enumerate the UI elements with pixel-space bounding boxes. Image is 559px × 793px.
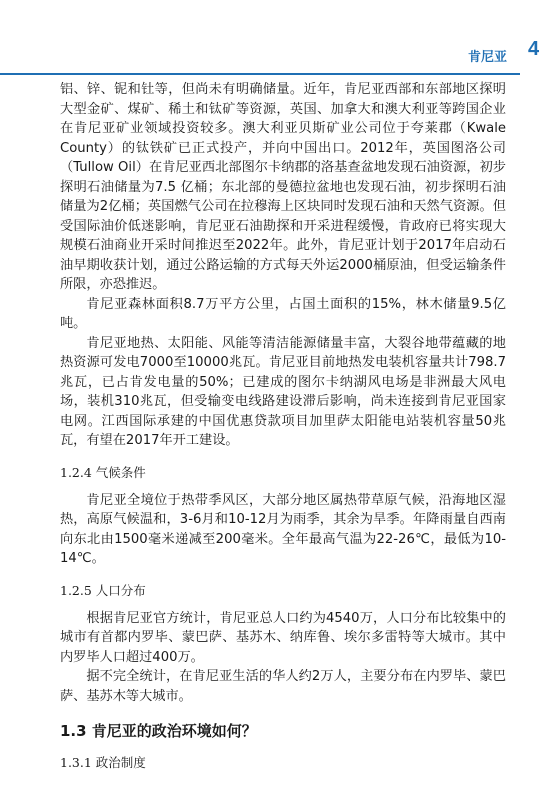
body-paragraph: 铝、锌、铌和钍等，但尚未有明确储量。近年，肯尼亚西部和东部地区探明大型金矿、煤矿、稀土和钛矿等资源，英国、加拿大和澳大利亚等跨国企业在肯尼亚矿业领域投资较多。澳大利亚贝斯矿业公司位于夸莱郡（Kwale County）的钛铁矿已正式投产，并向中国出口。2012年，英国图洛公司（Tullow Oil）在肯尼亚西北部图尔卡纳郡的洛基查盆地发现石油资源，初步探明石油储量为7.5 亿桶；东北部的曼德拉盆地也发现石油，初步探明石油储量为2亿桶；英国燃气公司在拉穆海上区块同时发现石油和天然气资源。但受国际油价低迷影响，肯尼亚石油勘探和开采进程缓慢，肯政府已将实现大规模石油商业开采时间推迟至2022年。此外，肯尼亚计划于2017年启动石油早期收获计划，通过公路运输的方式每天外运2000桶原油，但受运输条件所限，亦恐推迟。 — [60, 82, 506, 292]
page-header — [0, 38, 559, 74]
subsection-heading-political-system: 1.3.1 政治制度 — [60, 755, 146, 770]
subsection-heading-population: 1.2.5 人口分布 — [60, 582, 146, 598]
body-paragraph: 根据肯尼亚官方统计，肯尼亚总人口约为4540万，人口分布比较集中的城市有首都内罗毕、蒙巴萨、基苏木、纳库鲁、埃尔多雷特等大城市。其中内罗毕人口超过400万。 — [60, 610, 506, 665]
header-rule — [0, 73, 520, 75]
page-number: 4 — [528, 38, 540, 60]
subsection-heading-climate: 1.2.4 气候条件 — [60, 464, 146, 480]
body-paragraph: 肯尼亚森林面积8.7万平方公里，占国土面积的15%，林木储量9.5亿吨。 — [60, 296, 506, 331]
body-paragraph: 肯尼亚全境位于热带季风区，大部分地区属热带草原气候，沿海地区湿热，高原气候温和，3-6月和10-12月为雨季，其余为旱季。年降雨量自西南向东北由1500毫米递减至200毫米。全年最高气温为22-26℃，最低为10-14℃。 — [60, 492, 506, 566]
running-header-title: 肯尼亚 — [467, 50, 507, 65]
section-heading-political-environment: 1.3 肯尼亚的政治环境如何？ — [60, 722, 257, 740]
page-body — [60, 80, 506, 781]
body-paragraph: 肯尼亚地热、太阳能、风能等清洁能源储量丰富，大裂谷地带蕴藏的地热资源可发电7000至10000兆瓦。肯尼亚目前地热发电装机容量共计798.7兆瓦，已占肯发电量的50%；已建成的图尔卡纳湖风电场是非洲最大风电场，装机310兆瓦，但受输变电线路建设滞后影响，尚未连接到肯尼亚国家电网。江西国际承建的中国优惠贷款项目加里萨太阳能电站装机容量50兆瓦，有望在2017年开工建设。 — [60, 335, 506, 448]
body-paragraph: 据不完全统计，在肯尼亚生活的华人约2万人，主要分布在内罗毕、蒙巴萨、基苏木等大城市。 — [60, 669, 506, 704]
